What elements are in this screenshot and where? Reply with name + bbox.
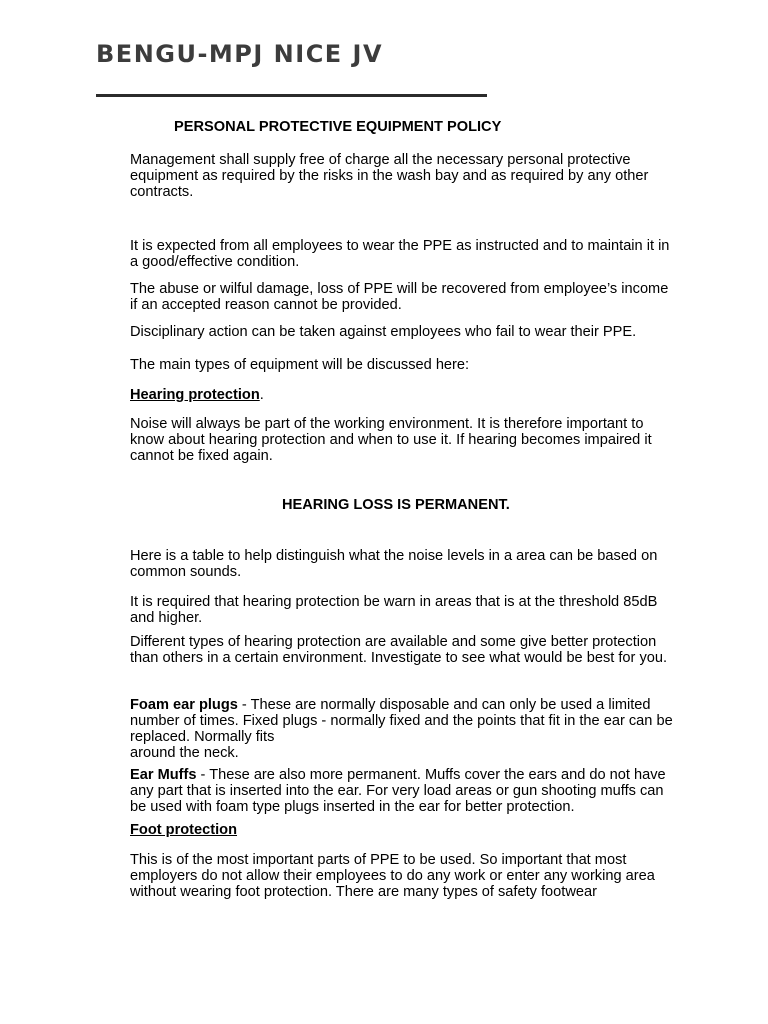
paragraph-foot: This is of the most important parts of PPE to be used. So important that most employers do not allow their employees to do any work or enter any working area without wearing foot protection. There are many types of safety footwear <box>130 852 655 900</box>
paragraph-disciplinary: Disciplinary action can be taken against employees who fail to wear their PPE. <box>130 324 637 340</box>
paragraph-threshold: It is required that hearing protection be warn in areas that is at the threshold 85dB and higher. <box>130 594 658 626</box>
company-header: BENGU-MPJ NICE JV <box>96 40 384 68</box>
paragraph-expected: It is expected from all employees to wear the PPE as instructed and to maintain it in a good/effective condition. <box>130 238 670 270</box>
paragraph-noise: Noise will always be part of the working environment. It is therefore important to know about hearing protection and when to use it. If hearing becomes impaired it cannot be fixed again. <box>130 416 652 464</box>
foot-protection-label: Foot protection <box>130 822 238 838</box>
paragraph-abuse: The abuse or wilful damage, loss of PPE will be recovered from employee’s income if an accepted reason cannot be provided. <box>130 281 669 313</box>
hearing-protection-heading <box>130 387 678 403</box>
foam-plugs-text-2: around the neck. <box>130 745 239 761</box>
hearing-loss-heading: HEARING LOSS IS PERMANENT. <box>282 497 510 513</box>
ear-muffs-text: - These are also more permanent. Muffs cover the ears and do not have any part that is inserted into the ear. For very load areas or gun shooting muffs can be used with foam type plugs inserted in the ear for better protection. <box>130 767 666 815</box>
paragraph-ear-muffs <box>130 767 678 815</box>
hearing-protection-label: Hearing protection <box>130 387 260 403</box>
paragraph-foam-plugs <box>130 697 678 761</box>
hearing-protection-suffix: . <box>259 387 264 403</box>
paragraph-management: Management shall supply free of charge all the necessary personal protective equipment as required by the risks in the wash bay and as required by any other contracts. <box>130 152 649 200</box>
policy-title: PERSONAL PROTECTIVE EQUIPMENT POLICY <box>174 119 502 135</box>
foot-protection-heading <box>130 822 678 838</box>
paragraph-main-types: The main types of equipment will be discussed here: <box>130 357 470 373</box>
foam-plugs-label: Foam ear plugs <box>130 697 238 713</box>
paragraph-types: Different types of hearing protection are available and some give better protection than others in a certain environment. Investigate to see what would be best for you. <box>130 634 668 666</box>
ear-muffs-label: Ear Muffs <box>130 767 197 783</box>
header-rule <box>96 94 487 97</box>
foam-plugs-text: - These are normally disposable and can only be used a limited number of times. Fixed plugs - normally fixed and the points that fit in the ear can be replaced. Normally fits <box>130 697 673 745</box>
paragraph-table-help: Here is a table to help distinguish what the noise levels in a area can be based on common sounds. <box>130 548 658 580</box>
